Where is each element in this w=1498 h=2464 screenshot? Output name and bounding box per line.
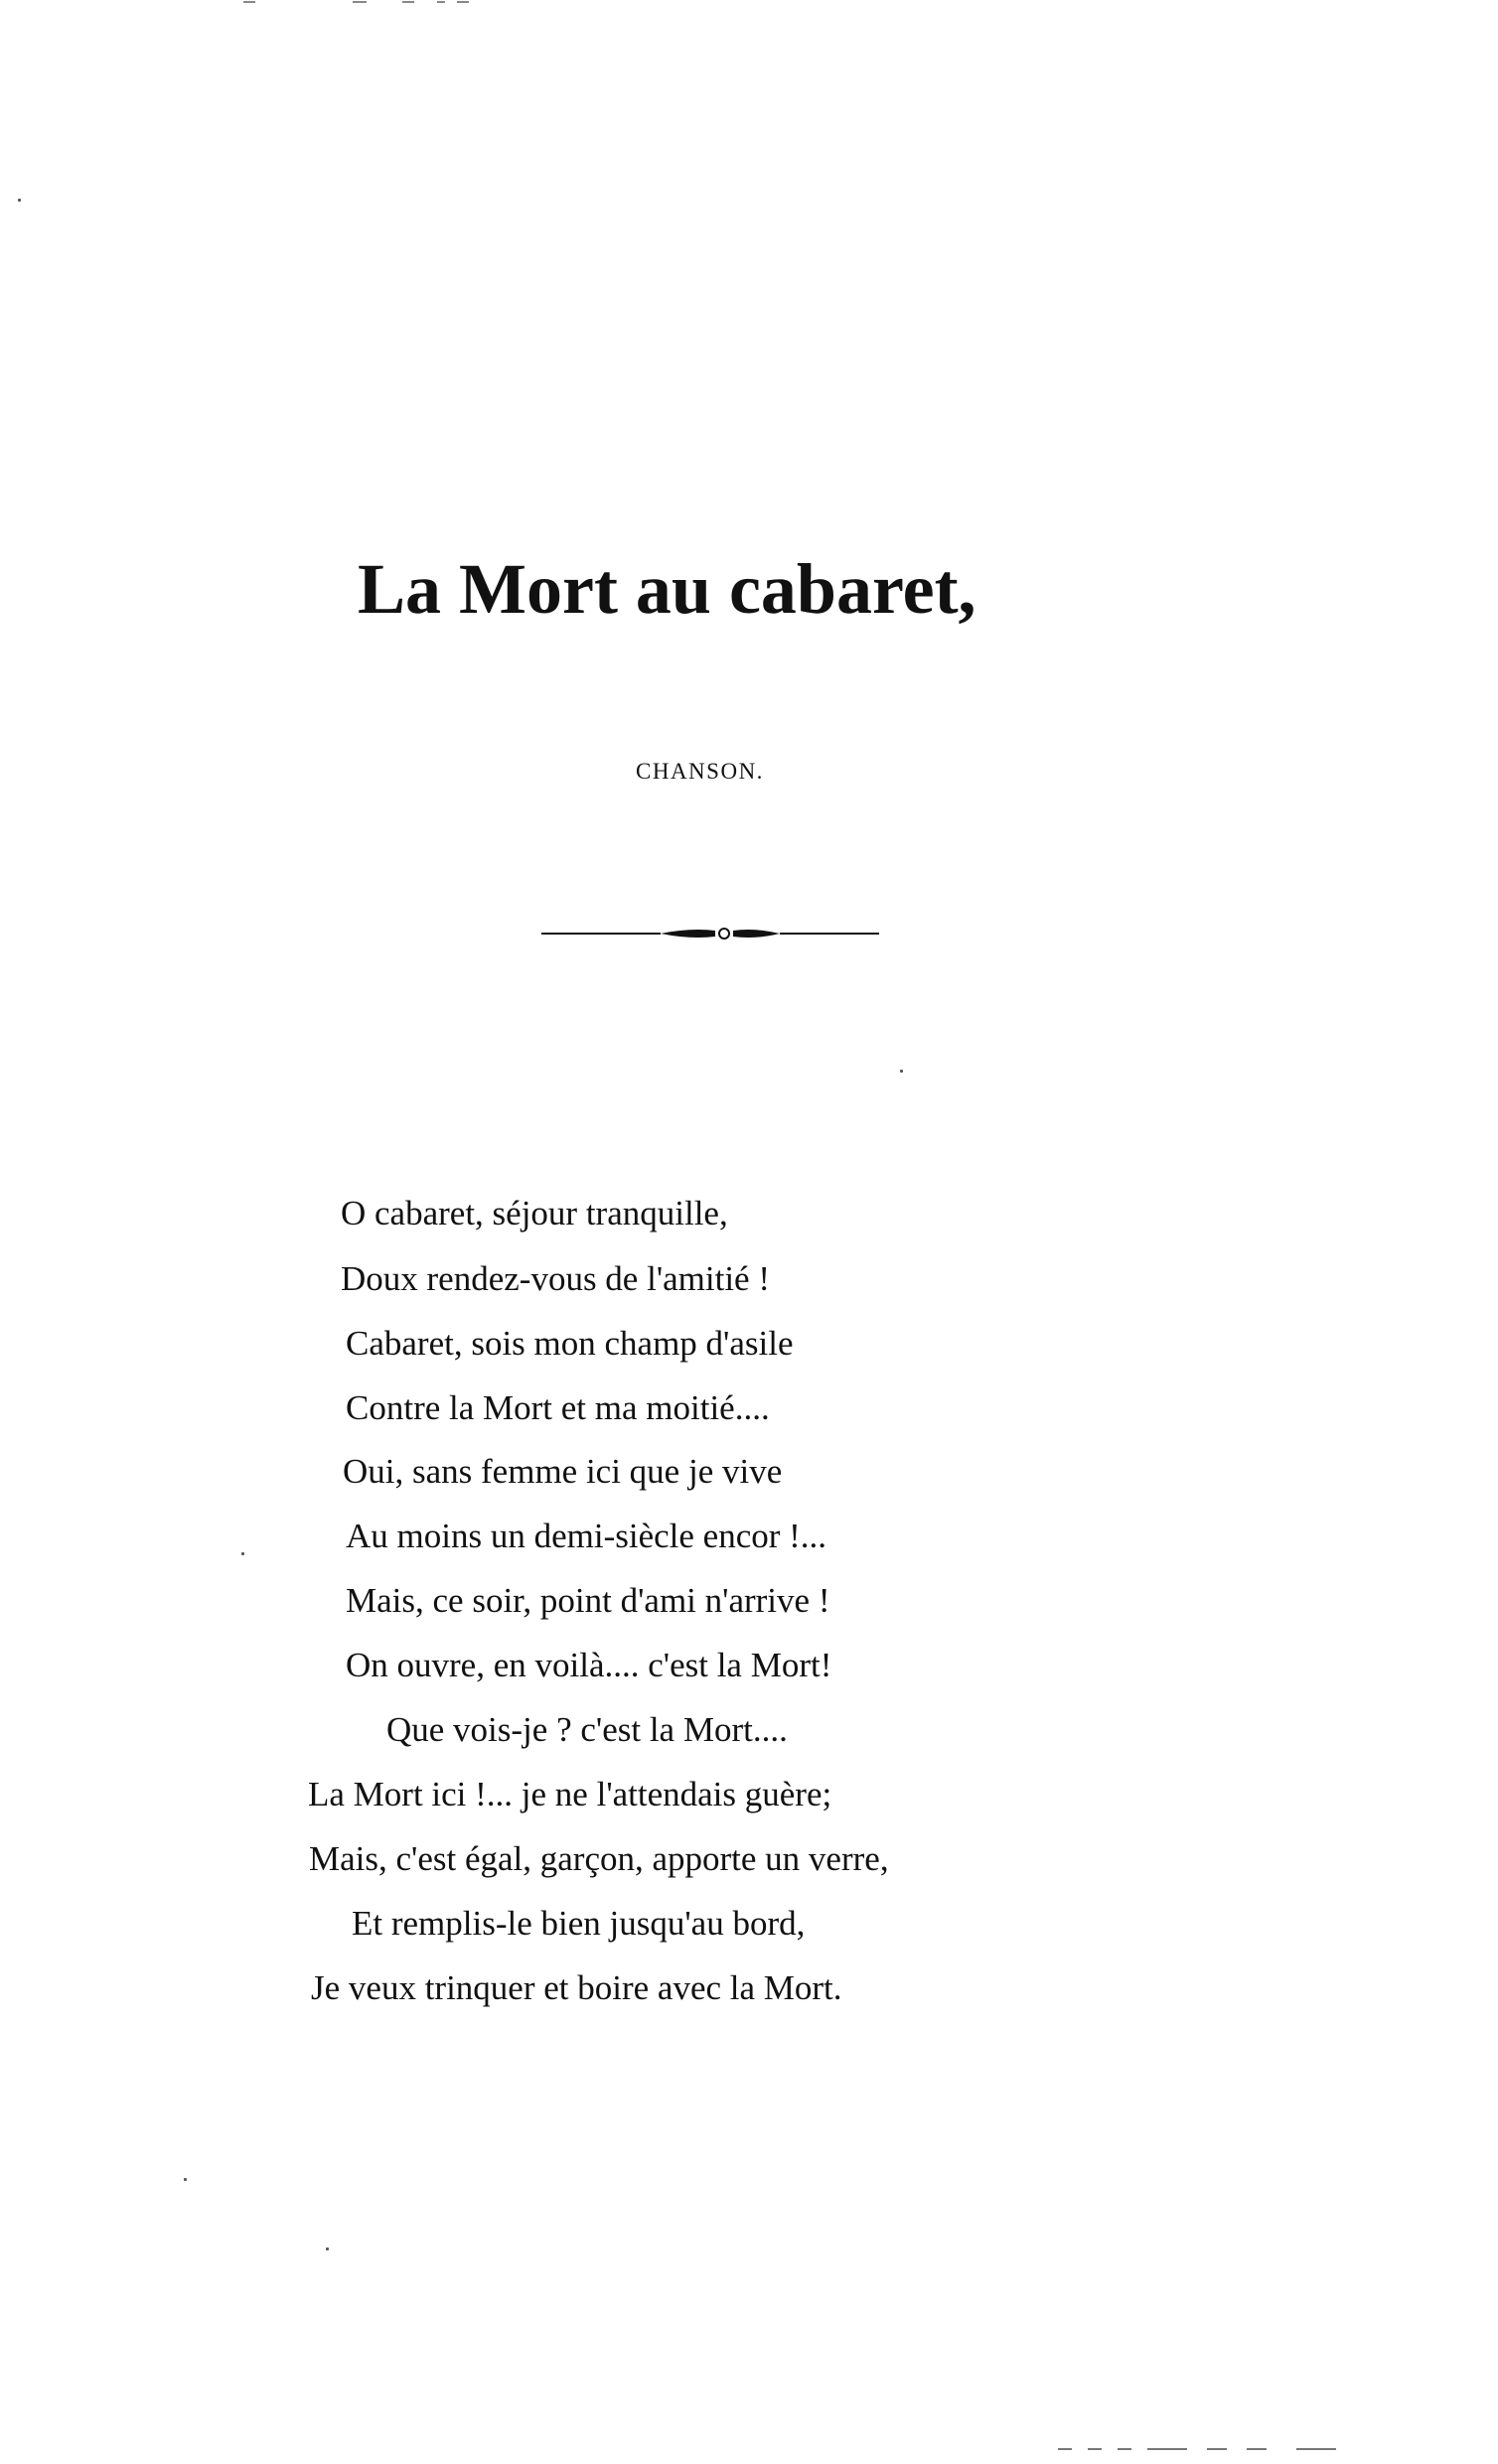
title-block (358, 544, 1053, 634)
page-title: La Mort au cabaret, (358, 549, 976, 629)
verse-line: Que vois-je ? c'est la Mort.... (386, 1710, 788, 1749)
verse-line: Doux rendez-vous de l'amitié ! (341, 1259, 770, 1298)
verse-line: Je veux trinquer et boire avec la Mort. (311, 1968, 842, 2007)
verse-line: Mais, c'est égal, garçon, apporte un verre, (309, 1839, 889, 1878)
scan-edge-marks (243, 0, 472, 6)
ornamental-rule-icon (541, 919, 879, 948)
verse-line: Au moins un demi-siècle encor !... (346, 1517, 827, 1555)
page-subtitle: CHANSON. (636, 759, 764, 784)
scan-edge-marks (1058, 2445, 1356, 2453)
verse-line: Mais, ce soir, point d'ami n'arrive ! (346, 1581, 830, 1620)
verse-line: Et remplis-le bien jusqu'au bord, (352, 1904, 806, 1943)
verse-line: On ouvre, en voilà.... c'est la Mort! (346, 1646, 832, 1684)
verse-line: O cabaret, séjour tranquille, (341, 1194, 728, 1232)
verse-line: Cabaret, sois mon champ d'asile (346, 1324, 794, 1363)
verse-line: Contre la Mort et ma moitié.... (346, 1388, 770, 1427)
verse-line: Oui, sans femme ici que je vive (343, 1452, 783, 1491)
verse-line: La Mort ici !... je ne l'attendais guère; (308, 1775, 832, 1813)
